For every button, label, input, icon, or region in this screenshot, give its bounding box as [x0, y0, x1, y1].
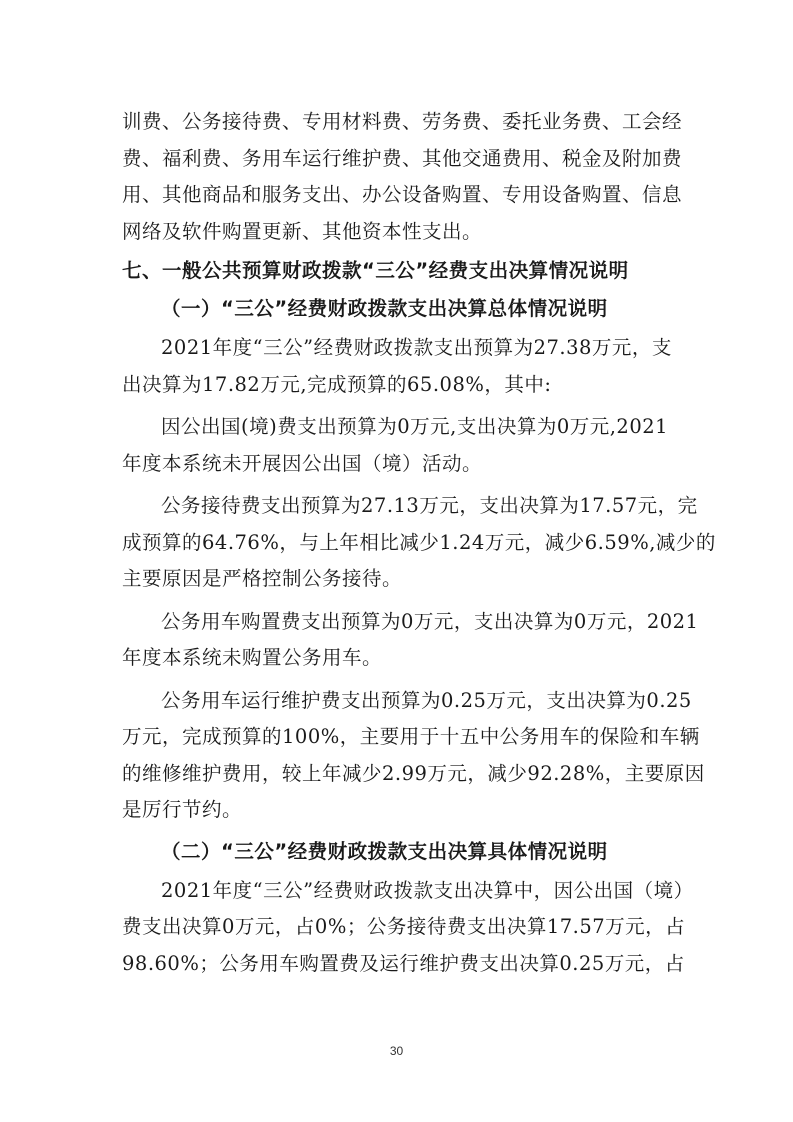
- paragraph-vehicle-purchase: [122, 604, 699, 677]
- text-line: 公务用车购置费支出预算为0万元，支出决算为0万元，2021: [161, 609, 699, 633]
- subsection-heading-1: （一）“三公”经费财政拨款支出决算总体情况说明: [161, 297, 608, 320]
- section-heading-7: 七、一般公共预算财政拨款“三公”经费支出决算情况说明: [122, 259, 629, 282]
- text-line: 费、福利费、务用车运行维护费、其他交通费用、税金及附加费: [122, 146, 683, 170]
- text-line: 成预算的64.76%，与上年相比减少1.24万元，减少6.59%,减少的: [122, 530, 716, 554]
- paragraph-overall-budget: [122, 330, 674, 403]
- text-line: 公务用车运行维护费支出预算为0.25万元，支出决算为0.25: [161, 688, 692, 712]
- paragraph-vehicle-maintenance: [122, 683, 705, 829]
- text-line: 主要原因是严格控制公务接待。: [122, 567, 403, 590]
- text-line: 98.60%；公务用车购置费及运行维护费支出决算0.25万元，占: [122, 951, 685, 975]
- text-line: 年度本系统未购置公务用车。: [122, 646, 383, 669]
- text-line: 是厉行节约。: [122, 798, 243, 821]
- subsection-heading-2: （二）“三公”经费财政拨款支出决算具体情况说明: [161, 839, 608, 863]
- document-body: [122, 104, 716, 982]
- text-line: 2021年度“三公”经费财政拨款支出预算为27.38万元，支: [161, 336, 672, 359]
- text-line: 出决算为17.82万元,完成预算的65.08%，其中:: [122, 372, 552, 396]
- page-number: 30: [389, 1044, 404, 1058]
- text-line: 2021年度“三公”经费财政拨款支出决算中，因公出国（境）: [161, 878, 694, 902]
- paragraph-overseas-travel: [122, 409, 674, 482]
- text-line: 费支出决算0万元，占0%；公务接待费支出决算17.57万元，占: [122, 915, 686, 938]
- paragraph-expense-list: [122, 104, 683, 250]
- text-line: 训费、公务接待费、专用材料费、劳务费、委托业务费、工会经: [122, 110, 683, 133]
- text-line: 公务接待费支出预算为27.13万元，支出决算为17.57元，完: [161, 494, 698, 517]
- text-line: 万元，完成预算的100%，主要用于十五中公务用车的保险和车辆: [122, 725, 700, 748]
- text-line: 用、其他商品和服务支出、办公设备购置、专用设备购置、信息: [122, 183, 683, 206]
- paragraph-reception: [122, 488, 716, 598]
- text-line: 年度本系统未开展因公出国（境）活动。: [122, 451, 483, 475]
- text-line: 网络及软件购置更新、其他资本性支出。: [122, 219, 483, 243]
- paragraph-detail-breakdown: [122, 873, 694, 983]
- text-line: 的维修维护费用，较上年减少2.99万元，减少92.28%，主要原因: [122, 761, 705, 785]
- text-line: 因公出国(境)费支出预算为0万元,支出决算为0万元,2021: [161, 415, 669, 438]
